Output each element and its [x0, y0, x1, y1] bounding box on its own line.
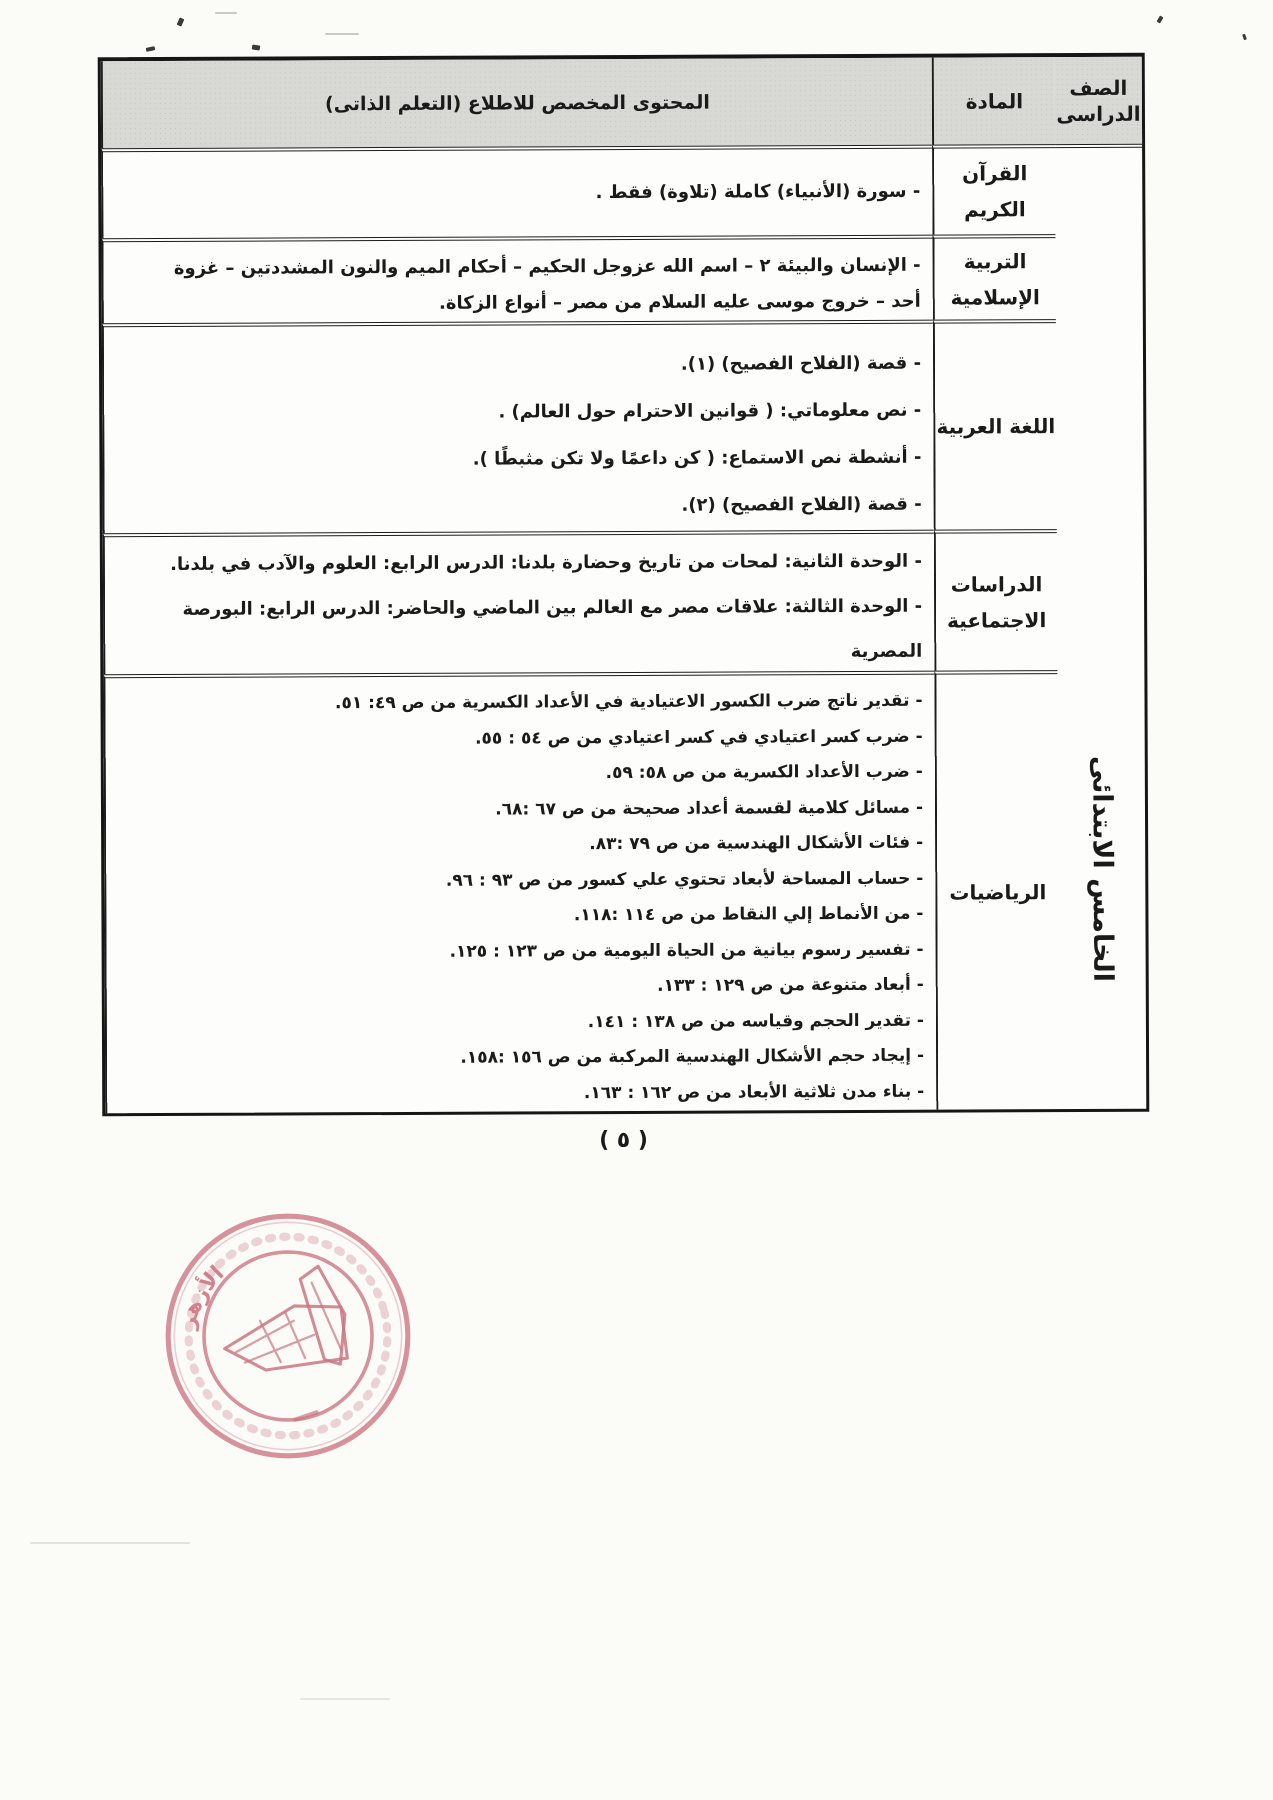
subject-cell-social	[934, 529, 1058, 671]
grade-vertical-label: الخامس الابتدائى	[1085, 755, 1118, 982]
content-cell-islamic	[101, 235, 932, 324]
subject-cell-math	[934, 670, 1059, 1110]
content-line: - الإنسان والبيئة ٢ – اسم الله عزوجل الحكيم – أحكام الميم والنون المشددتين – غزوة	[173, 254, 921, 279]
subject-line: الرياضيات	[949, 879, 1047, 905]
ink-speck	[146, 46, 156, 52]
content-line: - فئات الأشكال الهندسية من ص ٧٩ :٨٣.	[589, 832, 924, 855]
ink-speck	[30, 1542, 190, 1544]
content-cell-math	[103, 671, 936, 1114]
subject-line: التربية	[963, 248, 1027, 274]
content-line: - تفسير رسوم بيانية من الحياة اليومية من ص ١٢٣ : ١٢٥.	[449, 939, 924, 962]
content-line: - مسائل كلامية لقسمة أعداد صحيحة من ص ٦٧ :٦٨.	[495, 797, 924, 820]
subject-line: الاجتماعية	[947, 607, 1047, 633]
content-line: - تقدير الحجم وقياسه من ص ١٣٨ : ١٤١.	[587, 1010, 924, 1032]
content-cell-arabic	[102, 320, 934, 534]
content-line: - بناء مدن ثلاثية الأبعاد من ص ١٦٢ : ١٦٣.	[583, 1081, 925, 1103]
header-grade-line1: الصف	[1069, 75, 1128, 100]
content-line: - نص معلوماتي: ( قوانين الاحترام حول العالم) .	[498, 399, 922, 423]
subject-line: الإسلامية	[950, 284, 1040, 310]
page-number: ( ٥ )	[599, 1128, 648, 1153]
ink-speck	[1242, 34, 1247, 41]
header-subject: المادة	[932, 57, 1055, 145]
subject-cell-quran	[932, 144, 1055, 235]
content-line: - ضرب كسر اعتيادي في كسر اعتيادي من ص ٥٤ : ٥٥.	[475, 726, 923, 749]
content-line: - الوحدة الثالثة: علاقات مصر مع العالم بين الماضي والحاضر: الدرس الرابع: البورصة	[182, 595, 923, 620]
header-grade-column	[1055, 57, 1142, 144]
stamp-text: الأزهر	[175, 1261, 230, 1332]
content-cell-quran	[101, 145, 932, 239]
header-content: المحتوى المخصص للاطلاع (التعلم الذاتى)	[101, 58, 932, 149]
subject-line: الكريم	[964, 197, 1026, 222]
curriculum-table	[98, 53, 1150, 1117]
ink-speck	[177, 17, 185, 26]
content-line: - حساب المساحة لأبعاد تحتوي علي كسور من ص ٩٣ : ٩٦.	[445, 868, 924, 891]
ink-speck	[1157, 15, 1164, 23]
content-line: المصرية	[850, 640, 923, 663]
ink-speck	[300, 1698, 390, 1700]
grade-cell	[1055, 144, 1146, 1109]
content-line: - قصة (الفلاح الفصيح) (١).	[680, 352, 922, 375]
azhar-stamp	[133, 1181, 443, 1491]
ink-speck	[325, 33, 359, 35]
content-line: - أبعاد متنوعة من ص ١٢٩ : ١٣٣.	[657, 974, 924, 996]
ink-speck	[215, 12, 237, 14]
content-line: - سورة (الأنبياء) كاملة (تلاوة) فقط .	[595, 180, 921, 204]
header-grade-line2: الدراسى	[1056, 101, 1141, 126]
content-line: - إيجاد حجم الأشكال الهندسية المركبة من ص ١٥٦ :١٥٨.	[460, 1045, 925, 1068]
subject-line: اللغة العربية	[936, 414, 1056, 439]
stamp-emblem	[219, 1295, 354, 1386]
content-line: - ضرب الأعداد الكسرية من ص ٥٨: ٥٩.	[605, 761, 923, 784]
subject-line: القرآن	[962, 161, 1028, 186]
content-line: - أنشطة نص الاستماع: ( كن داعمًا ولا تكن مثبطًا ).	[472, 446, 922, 470]
subject-line: الدراسات	[950, 571, 1043, 597]
subject-cell-islamic	[932, 234, 1055, 320]
content-line: أحد – خروج موسى عليه السلام من مصر – أنواع الزكاة.	[438, 290, 921, 314]
content-line: - تقدير ناتج ضرب الكسور الاعتيادية في الأعداد الكسرية من ص ٤٩: ٥١.	[334, 690, 923, 714]
ink-speck	[252, 44, 261, 50]
content-line: - من الأنماط إلي النقاط من ص ١١٤ :١١٨.	[573, 903, 924, 926]
content-cell-social	[103, 530, 935, 675]
subject-cell-arabic	[933, 319, 1057, 530]
content-line: - قصة (الفلاح الفصيح) (٢).	[681, 493, 922, 516]
content-line: - الوحدة الثانية: لمحات من تاريخ وحضارة بلدنا: الدرس الرابع: العلوم والآدب في بلدنا.	[170, 550, 922, 575]
